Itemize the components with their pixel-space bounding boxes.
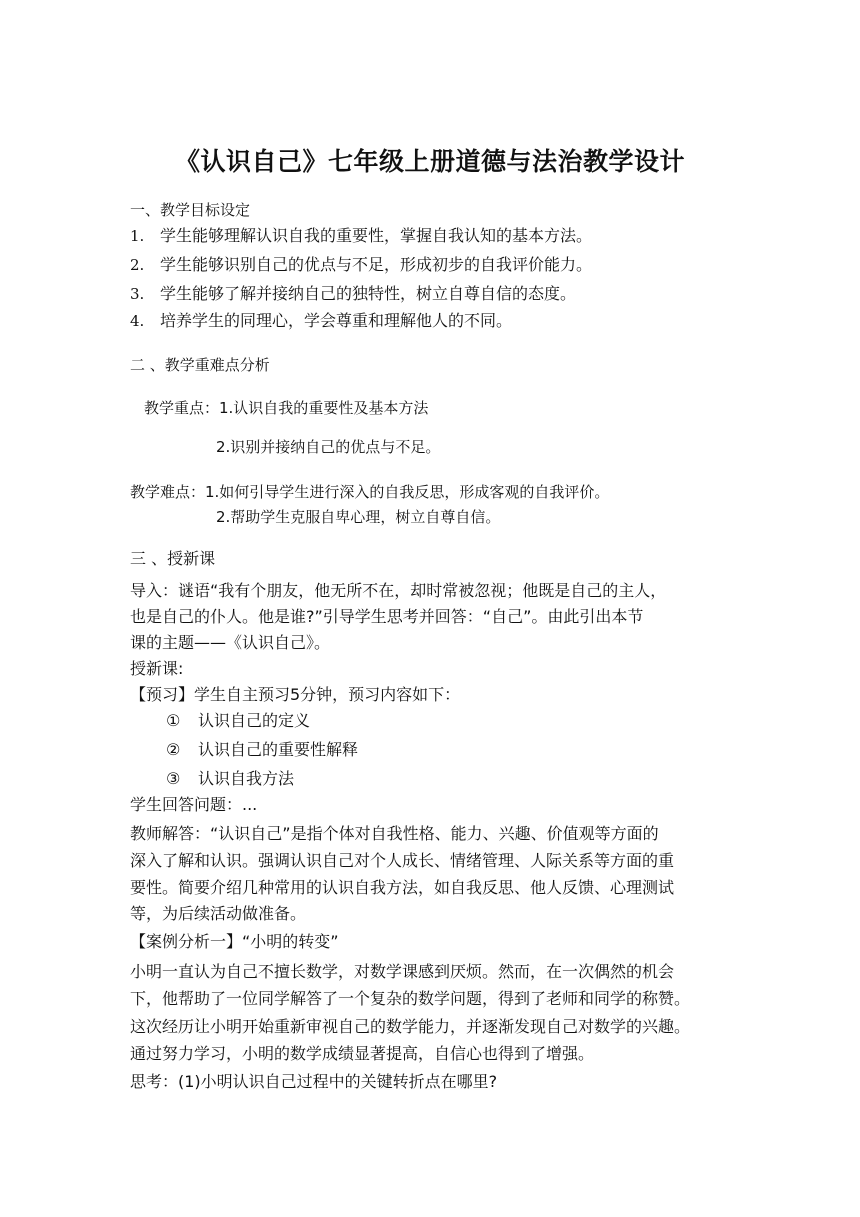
section-heading-objectives: 一、教学目标设定 — [130, 201, 251, 219]
objective-text: 培养学生的同理心，学会尊重和理解他人的不同。 — [160, 311, 513, 330]
student-answer: 学生回答问题：... — [130, 795, 258, 814]
objective-text: 学生能够识别自己的优点与不足，形成初步的自我评价能力。 — [160, 255, 593, 274]
objective-item-2 — [130, 254, 592, 276]
objective-number: 4. — [130, 312, 145, 330]
case-line-3: 这次经历让小明开始重新审视自己的数学能力，并逐渐发现自己对数学的兴趣。 — [130, 1017, 691, 1036]
preview-heading: 【预习】学生自主预习5分钟，预习内容如下： — [130, 685, 461, 704]
objective-number: 1. — [130, 227, 145, 245]
objective-number: 2. — [130, 256, 145, 274]
document-title: 《认识自己》七年级上册道德与法治教学设计 — [174, 147, 685, 176]
section-heading-new-lesson: 三 、授新课 — [130, 549, 216, 568]
objective-text: 学生能够了解并接纳自己的独特性，树立自尊自信的态度。 — [160, 284, 577, 303]
preview-item-text: 认识自己的重要性解释 — [198, 740, 359, 759]
preview-item-text: 认识自我方法 — [198, 769, 295, 788]
preview-item-marker: ② — [166, 740, 181, 759]
case-heading: 【案例分析一】“小明的转变” — [130, 932, 339, 951]
objective-item-4 — [130, 310, 512, 332]
section-heading-key-points: 二 、教学重难点分析 — [130, 356, 270, 374]
new-lesson-label: 授新课: — [130, 659, 184, 678]
preview-item-1 — [166, 710, 310, 732]
preview-item-text: 认识自己的定义 — [198, 711, 311, 730]
key-points-line-1: 教学重点：1.认识自我的重要性及基本方法 — [144, 399, 429, 417]
teacher-answer-line-3: 要性。简要介绍几种常用的认识自我方法，如自我反思、他人反馈、心理测试 — [130, 878, 675, 897]
objective-item-3 — [130, 283, 576, 305]
preview-item-marker: ③ — [166, 769, 181, 788]
case-line-2: 下，他帮助了一位同学解答了一个复杂的数学问题，得到了老师和同学的称赞。 — [130, 989, 691, 1008]
think-question: 思考：(1)小明认识自己过程中的关键转折点在哪里? — [130, 1072, 498, 1091]
preview-item-3 — [166, 768, 294, 790]
intro-line-2: 也是自己的仆人。他是谁?”引导学生思考并回答：“自己”。由此引出本节 — [130, 607, 644, 626]
key-points-line-2: 2.识别并接纳自己的优点与不足。 — [216, 438, 441, 456]
intro-line-3: 课的主题——《认识自己》。 — [130, 633, 331, 652]
teacher-answer-line-1: 教师解答：“认识自己”是指个体对自我性格、能力、兴趣、价值观等方面的 — [130, 824, 659, 843]
case-line-4: 通过努力学习，小明的数学成绩显著提高，自信心也得到了增强。 — [130, 1044, 595, 1063]
difficult-points-line-2: 2.帮助学生克服自卑心理，树立自尊自信。 — [216, 508, 501, 526]
teacher-answer-line-4: 等，为后续活动做准备。 — [130, 904, 307, 923]
teacher-answer-line-2: 深入了解和认识。强调认识自己对个人成长、情绪管理、人际关系等方面的重 — [130, 851, 675, 870]
objective-item-1 — [130, 225, 592, 247]
case-line-1: 小明一直认为自己不擅长数学，对数学课感到厌烦。然而，在一次偶然的机会 — [130, 962, 675, 981]
objective-number: 3. — [130, 285, 145, 303]
objective-text: 学生能够理解认识自我的重要性，掌握自我认知的基本方法。 — [160, 226, 593, 245]
preview-item-marker: ① — [166, 711, 181, 730]
difficult-points-line-1: 教学难点：1.如何引导学生进行深入的自我反思，形成客观的自我评价。 — [130, 483, 610, 501]
preview-item-2 — [166, 739, 358, 761]
intro-line-1: 导入：谜语“我有个朋友，他无所不在，却时常被忽视；他既是自己的主人， — [130, 581, 667, 600]
